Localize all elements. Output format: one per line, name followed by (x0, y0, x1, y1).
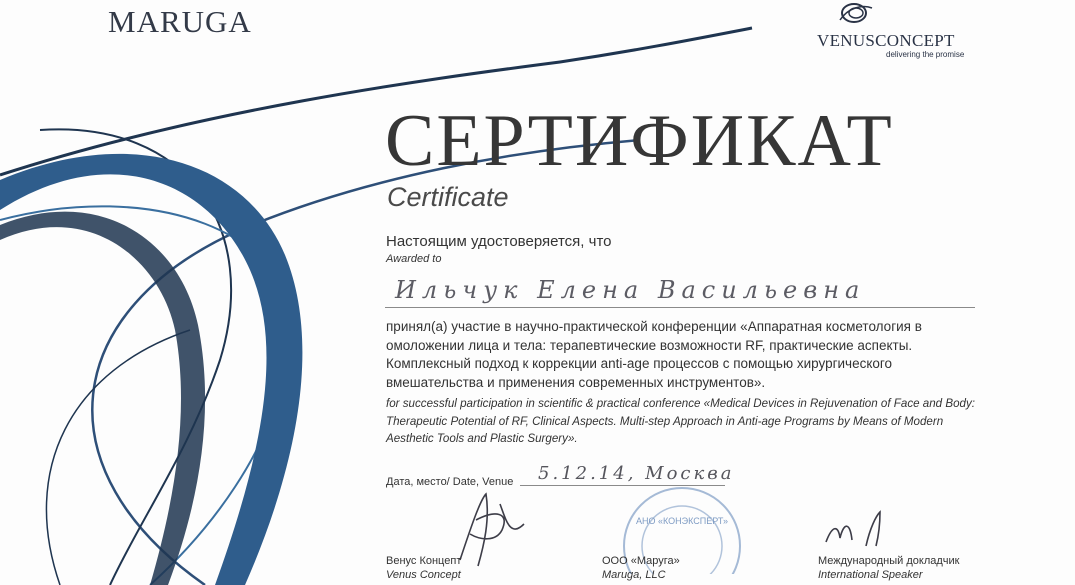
venus-tagline: delivering the promise (886, 50, 965, 59)
certify-text-en: Awarded to (386, 253, 442, 265)
recipient-name: Ильчук Елена Васильевна (395, 276, 866, 304)
date-venue-value: 5.12.14, Москва (538, 463, 735, 484)
date-venue-label: Дата, место/ Date, Venue (386, 476, 514, 488)
certificate-title-en: Certificate (387, 182, 509, 212)
certify-text-ru: Настоящим удостоверяется, что (386, 233, 612, 250)
certificate-title-ru: СЕРТИФИКАТ (385, 100, 894, 182)
maruga-logo: MARUGA (108, 4, 252, 39)
signer-maruga-en: Maruga, LLC (602, 569, 666, 581)
speaker-signature (822, 508, 902, 550)
signer-venus-ru: Венус Концепт (386, 555, 462, 567)
signer-speaker-ru: Международный докладчик (818, 555, 960, 567)
participation-text-en: for successful participation in scientific & practical conference «Medical Devices in Rejuvenation of Face and Body: Therapeutic Potential of RF, Clinical Aspects. Multi-step Approach in Anti-age Programs by Means of Modern Aesthetic Tools and Plastic Surgery». (386, 397, 975, 445)
signer-speaker-en: International Speaker (818, 569, 923, 581)
recipient-underline (385, 307, 975, 308)
venus-concept-logo: VENUSCONCEPT (817, 31, 955, 50)
participation-text-ru: принял(а) участие в научно-практической конференции «Аппаратная косметология в омоложении лица и тела: терапевтические возможности RF, практические аспекты. Комплексный подход к коррекции anti-age процессов с помощью хирургического вмешательства и применения современных инструментов». (386, 319, 922, 390)
signer-maruga-ru: ООО «Маруга» (602, 555, 680, 567)
venus-swirl-icon (832, 0, 876, 30)
signer-venus-en: Venus Concept (386, 569, 461, 581)
stamp-text: АНО «КОНЭКСПЕРТ» (636, 516, 728, 526)
